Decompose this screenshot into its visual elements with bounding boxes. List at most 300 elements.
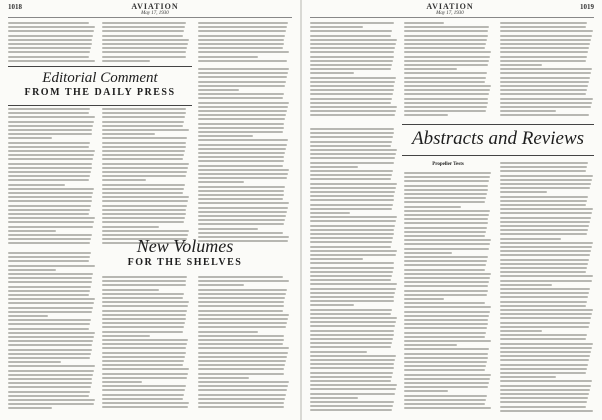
text-line-placeholder <box>8 209 90 211</box>
text-line-placeholder <box>404 68 457 70</box>
text-line-placeholder <box>310 157 395 159</box>
text-line-placeholder <box>102 221 184 223</box>
text-line-placeholder <box>404 193 487 195</box>
text-line-placeholder <box>310 166 358 168</box>
text-line-placeholder <box>500 271 586 273</box>
text-line-placeholder <box>8 35 93 37</box>
text-line-placeholder <box>198 194 284 196</box>
text-line-placeholder <box>102 318 186 320</box>
text-line-placeholder <box>8 290 90 292</box>
text-line-placeholder <box>8 30 94 32</box>
text-line-placeholder <box>500 221 590 223</box>
text-line-placeholder <box>310 397 358 399</box>
text-line-placeholder <box>500 389 590 391</box>
text-line-placeholder <box>404 22 444 24</box>
text-line-placeholder <box>310 267 394 269</box>
text-line-placeholder <box>198 81 286 83</box>
text-line-placeholder <box>310 351 367 353</box>
text-line-placeholder <box>404 315 489 317</box>
text-column <box>8 22 96 64</box>
text-line-placeholder <box>198 326 286 328</box>
text-line-placeholder <box>8 374 93 376</box>
text-line-placeholder <box>198 60 287 62</box>
text-line-placeholder <box>102 60 150 62</box>
text-line-placeholder <box>198 301 284 303</box>
text-line-placeholder <box>198 22 288 24</box>
text-line-placeholder <box>310 191 395 193</box>
text-line-placeholder <box>404 93 489 95</box>
text-line-placeholder <box>500 368 587 370</box>
text-line-placeholder <box>310 254 396 256</box>
text-line-placeholder <box>102 389 185 391</box>
text-line-placeholder <box>404 197 486 199</box>
text-line-placeholder <box>8 370 94 372</box>
text-line-placeholder <box>310 220 396 222</box>
text-line-placeholder <box>102 125 183 127</box>
text-line-placeholder <box>310 174 392 176</box>
text-line-placeholder <box>198 118 285 120</box>
text-line-placeholder <box>404 285 488 287</box>
text-line-placeholder <box>102 154 184 156</box>
text-line-placeholder <box>8 125 93 127</box>
text-line-placeholder <box>198 347 289 349</box>
text-column <box>198 68 290 248</box>
text-line-placeholder <box>500 68 592 70</box>
text-line-placeholder <box>198 339 284 341</box>
text-line-placeholder <box>310 22 394 24</box>
text-line-placeholder <box>310 141 392 143</box>
new-volumes-heading <box>90 236 280 268</box>
text-line-placeholder <box>310 216 397 218</box>
text-line-placeholder <box>404 344 457 346</box>
text-line-placeholder <box>8 179 89 181</box>
text-line-placeholder <box>500 376 556 378</box>
text-line-placeholder <box>310 246 391 248</box>
text-line-placeholder <box>198 173 288 175</box>
text-line-placeholder <box>198 148 286 150</box>
text-line-placeholder <box>404 189 488 191</box>
text-line-placeholder <box>310 64 392 66</box>
text-line-placeholder <box>310 162 394 164</box>
text-line-placeholder <box>102 150 185 152</box>
new-volumes-subtitle: FOR THE SHELVES <box>127 257 243 268</box>
text-line-placeholder <box>310 85 394 87</box>
text-line-placeholder <box>500 200 587 202</box>
text-line-placeholder <box>198 211 287 213</box>
text-line-placeholder <box>310 51 394 53</box>
text-line-placeholder <box>310 128 394 130</box>
text-column <box>404 22 492 122</box>
text-line-placeholder <box>198 135 253 137</box>
text-line-placeholder <box>8 319 91 321</box>
text-line-placeholder <box>102 30 184 32</box>
text-line-placeholder <box>8 353 91 355</box>
text-line-placeholder <box>404 374 491 376</box>
text-line-placeholder <box>310 292 395 294</box>
text-line-placeholder <box>102 26 185 28</box>
text-line-placeholder <box>198 85 285 87</box>
text-line-placeholder <box>404 290 488 292</box>
text-line-placeholder <box>198 131 283 133</box>
text-line-placeholder <box>404 206 461 208</box>
text-line-placeholder <box>198 377 249 379</box>
text-line-placeholder <box>500 217 591 219</box>
text-line-placeholder <box>310 77 396 79</box>
text-line-placeholder <box>198 398 285 400</box>
text-line-placeholder <box>102 297 183 299</box>
text-line-placeholder <box>500 238 561 240</box>
text-line-placeholder <box>404 30 488 32</box>
text-line-placeholder <box>500 196 588 198</box>
text-line-placeholder <box>102 200 188 202</box>
text-column <box>310 128 398 414</box>
text-line-placeholder <box>404 323 488 325</box>
text-line-placeholder <box>310 325 395 327</box>
text-column <box>198 276 290 414</box>
text-line-placeholder <box>8 26 95 28</box>
text-line-placeholder <box>310 110 396 112</box>
text-line-placeholder <box>310 384 397 386</box>
text-line-placeholder <box>500 305 586 307</box>
text-line-placeholder <box>404 43 486 45</box>
text-line-placeholder <box>102 305 188 307</box>
right-folio: 1019 <box>580 3 594 11</box>
text-line-placeholder <box>500 47 589 49</box>
text-line-placeholder <box>8 242 90 244</box>
text-line-placeholder <box>198 215 286 217</box>
text-line-placeholder <box>404 369 485 371</box>
text-line-placeholder <box>404 390 448 392</box>
text-column <box>102 22 190 64</box>
text-line-placeholder <box>102 385 186 387</box>
text-line-placeholder <box>310 409 392 411</box>
text-line-placeholder <box>8 340 93 342</box>
text-line-placeholder <box>310 187 396 189</box>
text-line-placeholder <box>8 378 92 380</box>
text-line-placeholder <box>102 289 159 291</box>
text-line-placeholder <box>102 326 184 328</box>
text-line-placeholder <box>404 39 487 41</box>
text-line-placeholder <box>404 98 488 100</box>
text-line-placeholder <box>198 343 283 345</box>
text-line-placeholder <box>500 397 588 399</box>
text-line-placeholder <box>198 314 289 316</box>
text-line-placeholder <box>310 233 394 235</box>
text-line-placeholder <box>8 391 90 393</box>
text-line-placeholder <box>8 269 56 271</box>
text-line-placeholder <box>500 347 592 349</box>
text-line-placeholder <box>198 406 284 408</box>
text-line-placeholder <box>8 60 95 62</box>
text-line-placeholder <box>310 81 395 83</box>
text-line-placeholder <box>404 81 485 83</box>
text-line-placeholder <box>404 353 488 355</box>
text-line-placeholder <box>310 225 395 227</box>
text-line-placeholder <box>500 338 586 340</box>
text-line-placeholder <box>310 313 391 315</box>
text-line-placeholder <box>310 47 395 49</box>
text-line-placeholder <box>500 191 547 193</box>
text-line-placeholder <box>310 380 391 382</box>
text-line-placeholder <box>102 394 184 396</box>
right-issue-date: May 17, 1930 <box>436 11 464 16</box>
text-line-placeholder <box>198 190 284 192</box>
text-line-placeholder <box>404 218 488 220</box>
text-line-placeholder <box>8 361 61 363</box>
text-line-placeholder <box>8 167 92 169</box>
text-line-placeholder <box>310 283 397 285</box>
text-line-placeholder <box>102 47 187 49</box>
text-line-placeholder <box>404 302 485 304</box>
text-line-placeholder <box>404 277 490 279</box>
editorial-title: Editorial Comment <box>42 70 158 86</box>
text-line-placeholder <box>404 319 488 321</box>
text-line-placeholder <box>500 330 542 332</box>
text-line-placeholder <box>310 309 392 311</box>
text-line-placeholder <box>310 405 393 407</box>
text-line-placeholder <box>8 386 91 388</box>
text-line-placeholder <box>8 230 56 232</box>
text-line-placeholder <box>102 402 189 404</box>
text-line-placeholder <box>102 158 183 160</box>
text-line-placeholder <box>198 322 287 324</box>
text-line-placeholder <box>500 254 590 256</box>
text-line-placeholder <box>102 112 186 114</box>
text-line-placeholder <box>8 382 92 384</box>
text-line-placeholder <box>310 262 394 264</box>
text-line-placeholder <box>310 145 391 147</box>
left-page <box>0 0 300 420</box>
text-line-placeholder <box>198 93 284 95</box>
text-line-placeholder <box>102 184 185 186</box>
text-line-placeholder <box>404 235 485 237</box>
text-line-placeholder <box>500 81 589 83</box>
text-line-placeholder <box>500 380 592 382</box>
text-line-placeholder <box>198 35 285 37</box>
text-line-placeholder <box>198 68 289 70</box>
text-line-placeholder <box>198 89 239 91</box>
text-line-placeholder <box>500 259 589 261</box>
text-line-placeholder <box>500 334 587 336</box>
text-line-placeholder <box>500 187 590 189</box>
text-line-placeholder <box>102 167 188 169</box>
text-line-placeholder <box>310 98 392 100</box>
text-line-placeholder <box>500 288 590 290</box>
left-publication-name: AVIATION <box>131 2 179 11</box>
text-line-placeholder <box>404 260 487 262</box>
text-line-placeholder <box>404 56 490 58</box>
text-line-placeholder <box>500 326 589 328</box>
text-line-placeholder <box>310 317 397 319</box>
text-line-placeholder <box>8 150 95 152</box>
text-line-placeholder <box>198 364 285 366</box>
text-line-placeholder <box>404 231 486 233</box>
text-line-placeholder <box>310 106 397 108</box>
text-line-placeholder <box>500 364 588 366</box>
text-line-placeholder <box>500 110 556 112</box>
text-line-placeholder <box>310 372 393 374</box>
text-line-placeholder <box>198 102 289 104</box>
text-line-placeholder <box>8 175 90 177</box>
text-line-placeholder <box>404 361 487 363</box>
text-line-placeholder <box>198 305 284 307</box>
text-line-placeholder <box>8 129 92 131</box>
text-line-placeholder <box>198 389 287 391</box>
text-line-placeholder <box>500 267 587 269</box>
text-line-placeholder <box>198 318 288 320</box>
text-line-placeholder <box>8 336 94 338</box>
text-line-placeholder <box>500 284 552 286</box>
text-line-placeholder <box>102 146 186 148</box>
text-line-placeholder <box>404 106 487 108</box>
text-line-placeholder <box>102 196 189 198</box>
text-line-placeholder <box>198 228 258 230</box>
text-line-placeholder <box>102 398 183 400</box>
text-column <box>500 22 594 122</box>
text-line-placeholder <box>310 153 396 155</box>
text-line-placeholder <box>500 229 588 231</box>
text-line-placeholder <box>404 264 486 266</box>
text-line-placeholder <box>102 293 184 295</box>
text-line-placeholder <box>198 232 283 234</box>
text-line-placeholder <box>102 377 187 379</box>
text-line-placeholder <box>198 47 283 49</box>
text-line-placeholder <box>102 217 185 219</box>
text-line-placeholder <box>404 365 486 367</box>
text-line-placeholder <box>310 114 395 116</box>
text-line-placeholder <box>8 217 95 219</box>
text-line-placeholder <box>404 89 490 91</box>
text-line-placeholder <box>102 56 186 58</box>
text-line-placeholder <box>198 139 288 141</box>
right-running-head <box>410 2 490 16</box>
text-line-placeholder <box>500 60 586 62</box>
text-line-placeholder <box>500 410 593 412</box>
text-line-placeholder <box>198 39 284 41</box>
text-line-placeholder <box>500 51 588 53</box>
text-line-placeholder <box>500 26 586 28</box>
text-line-placeholder <box>500 208 593 210</box>
text-line-placeholder <box>404 64 488 66</box>
text-column <box>500 162 594 414</box>
text-line-placeholder <box>8 273 93 275</box>
text-line-placeholder <box>102 179 146 181</box>
text-line-placeholder <box>404 114 448 116</box>
text-line-placeholder <box>310 26 363 28</box>
text-line-placeholder <box>198 110 287 112</box>
text-line-placeholder <box>198 123 284 125</box>
text-line-placeholder <box>500 85 588 87</box>
text-line-placeholder <box>198 26 287 28</box>
text-line-placeholder <box>8 298 95 300</box>
left-issue-date: May 17, 1930 <box>141 11 169 16</box>
text-line-placeholder <box>404 102 488 104</box>
text-line-placeholder <box>102 352 186 354</box>
text-line-placeholder <box>198 181 244 183</box>
text-line-placeholder <box>198 280 289 282</box>
text-line-placeholder <box>198 51 289 53</box>
text-line-placeholder <box>198 310 283 312</box>
new-volumes-title: New Volumes <box>136 236 234 256</box>
text-line-placeholder <box>404 60 489 62</box>
text-line-placeholder <box>198 160 284 162</box>
text-line-placeholder <box>500 183 591 185</box>
text-line-placeholder <box>102 213 186 215</box>
text-line-placeholder <box>500 93 586 95</box>
text-line-placeholder <box>8 395 89 397</box>
text-line-placeholder <box>404 306 491 308</box>
text-line-placeholder <box>102 188 184 190</box>
text-line-placeholder <box>500 162 588 164</box>
text-line-placeholder <box>310 30 392 32</box>
text-line-placeholder <box>500 301 587 303</box>
text-line-placeholder <box>310 72 354 74</box>
text-line-placeholder <box>102 284 186 286</box>
text-line-placeholder <box>500 225 589 227</box>
text-line-placeholder <box>102 133 155 135</box>
text-line-placeholder <box>500 114 589 116</box>
left-top-rule <box>8 17 292 18</box>
text-line-placeholder <box>500 351 591 353</box>
text-line-placeholder <box>198 368 284 370</box>
text-line-placeholder <box>102 368 189 370</box>
text-line-placeholder <box>404 382 489 384</box>
text-line-placeholder <box>198 114 286 116</box>
text-line-placeholder <box>404 110 486 112</box>
text-line-placeholder <box>8 47 91 49</box>
text-line-placeholder <box>102 171 187 173</box>
text-line-placeholder <box>8 192 93 194</box>
text-line-placeholder <box>102 356 185 358</box>
text-line-placeholder <box>8 154 94 156</box>
text-line-placeholder <box>102 121 184 123</box>
editorial-subtitle: FROM THE DAILY PRESS <box>24 87 176 98</box>
text-line-placeholder <box>8 51 90 53</box>
text-line-placeholder <box>310 363 394 365</box>
text-line-placeholder <box>198 373 284 375</box>
text-line-placeholder <box>310 393 395 395</box>
text-line-placeholder <box>500 275 593 277</box>
text-line-placeholder <box>404 210 490 212</box>
text-line-placeholder <box>8 146 89 148</box>
text-line-placeholder <box>500 102 592 104</box>
text-line-placeholder <box>8 403 94 405</box>
text-line-placeholder <box>404 176 490 178</box>
text-line-placeholder <box>310 43 396 45</box>
text-line-placeholder <box>102 163 189 165</box>
text-line-placeholder <box>500 313 592 315</box>
text-line-placeholder <box>310 275 392 277</box>
text-line-placeholder <box>500 179 592 181</box>
text-line-placeholder <box>500 64 542 66</box>
right-top-rule <box>310 17 594 18</box>
text-line-placeholder <box>198 152 285 154</box>
text-line-placeholder <box>8 213 89 215</box>
text-line-placeholder <box>404 248 489 250</box>
text-line-placeholder <box>310 56 394 58</box>
text-line-placeholder <box>102 364 183 366</box>
text-line-placeholder <box>404 47 485 49</box>
text-line-placeholder <box>500 343 593 345</box>
text-line-placeholder <box>310 300 394 302</box>
text-line-placeholder <box>500 43 590 45</box>
text-line-placeholder <box>404 357 488 359</box>
text-line-placeholder <box>310 271 393 273</box>
text-line-placeholder <box>8 365 95 367</box>
abstracts-heading <box>402 128 594 150</box>
text-line-placeholder <box>404 407 491 409</box>
text-line-placeholder <box>500 406 586 408</box>
